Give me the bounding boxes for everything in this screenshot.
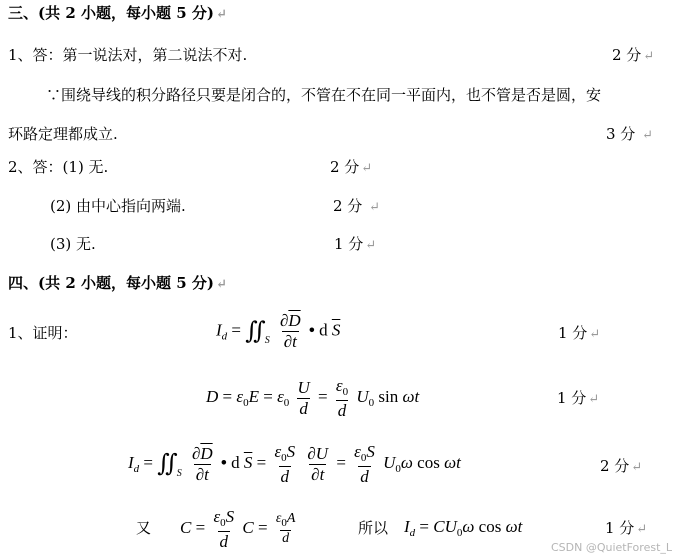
s3-q2-item2-points [333, 199, 380, 214]
s3-q1-line1-points [612, 48, 654, 63]
suoyi-label: 所以 [358, 519, 389, 537]
points-text: 1 分 [334, 235, 364, 253]
paragraph-mark: ↵ [642, 128, 653, 143]
points-text: 2 分 [600, 457, 630, 475]
points-text: 2 分 [330, 158, 360, 176]
s3-q2-item3-points [334, 237, 376, 252]
points-text: 2 分 [333, 197, 363, 215]
s4-q1-label: 1、证明： [8, 324, 78, 342]
equation-1: $I_d$ = ∬ $_S$ $\frac{\partial\overline{D}}{\partial t}$ • d $\overline{S}$ [216, 311, 341, 351]
section4-header-text: 四、(共 2 小题，每小题 5 分) [8, 274, 214, 292]
s3-q1-line2: ∵围绕导线的积分路径只要是闭合的，不管在不在同一平面内，也不管是否是圆，安 [46, 86, 602, 104]
paragraph-mark: ↵ [631, 460, 643, 475]
points-text: 1 分 [558, 324, 588, 342]
paragraph-mark: ↵ [588, 392, 600, 407]
paragraph-mark: ↵ [369, 200, 380, 215]
points-text: 2 分 [612, 46, 642, 64]
equation-4a: C = $\frac{\varepsilon_0S}{d}$ C = $\frac{\varepsilon_0A}{d}$ [180, 507, 296, 551]
paragraph-mark: ↵ [215, 277, 227, 292]
section3-header-text: 三、(共 2 小题，每小题 5 分) [8, 4, 214, 22]
s3-q2-item1-points [330, 160, 372, 175]
paragraph-mark: ↵ [215, 7, 227, 22]
s3-q2-item3: (3) 无. [50, 235, 96, 253]
s3-q1-line3: 环路定理都成立. [8, 125, 118, 143]
s3-q1-line1: 1、答：第一说法对，第二说法不对. [8, 46, 248, 64]
section4-header [8, 276, 227, 291]
points-text: 1 分 [605, 519, 635, 537]
paragraph-mark: ↵ [589, 327, 601, 342]
points-text: 1 分 [557, 389, 587, 407]
equation-3: $I_d$ = ∬ $_S$ $\frac{\partial\overline{D}}{\partial t}$ • d $\overline{S}$ = $\frac{\varepsilon_0S}{d}$ $\frac{\partial U}{\partial t}$ = $\frac{\varepsilon_0S}{d}$ $U_0\omega$ cos ωt [128, 442, 461, 486]
you-label: 又 [136, 519, 152, 537]
paragraph-mark: ↵ [636, 522, 648, 537]
eq4-points [605, 521, 647, 536]
s3-q2-item1: 2、答：(1) 无. [8, 158, 109, 176]
s3-q2-item2: (2) 由中心指向两端. [50, 197, 186, 215]
equation-2: $D = \varepsilon_0E = \varepsilon_0$ $\frac{U}{d}$ = $\frac{\varepsilon_0}{d}$ $U_0$ sin ωt [206, 376, 420, 420]
watermark-text: CSDN @QuietForest_L [551, 541, 673, 554]
paragraph-mark: ↵ [365, 238, 377, 253]
eq2-points [557, 391, 599, 406]
eq1-points [558, 326, 600, 341]
points-text: 3 分 [606, 125, 636, 143]
eq3-points [600, 459, 642, 474]
paragraph-mark: ↵ [361, 161, 373, 176]
section3-header [8, 6, 227, 21]
paragraph-mark: ↵ [643, 49, 655, 64]
equation-4b: $I_d = CU_0\omega$ cos ωt [404, 517, 523, 539]
s3-q1-line3-points [606, 127, 653, 142]
